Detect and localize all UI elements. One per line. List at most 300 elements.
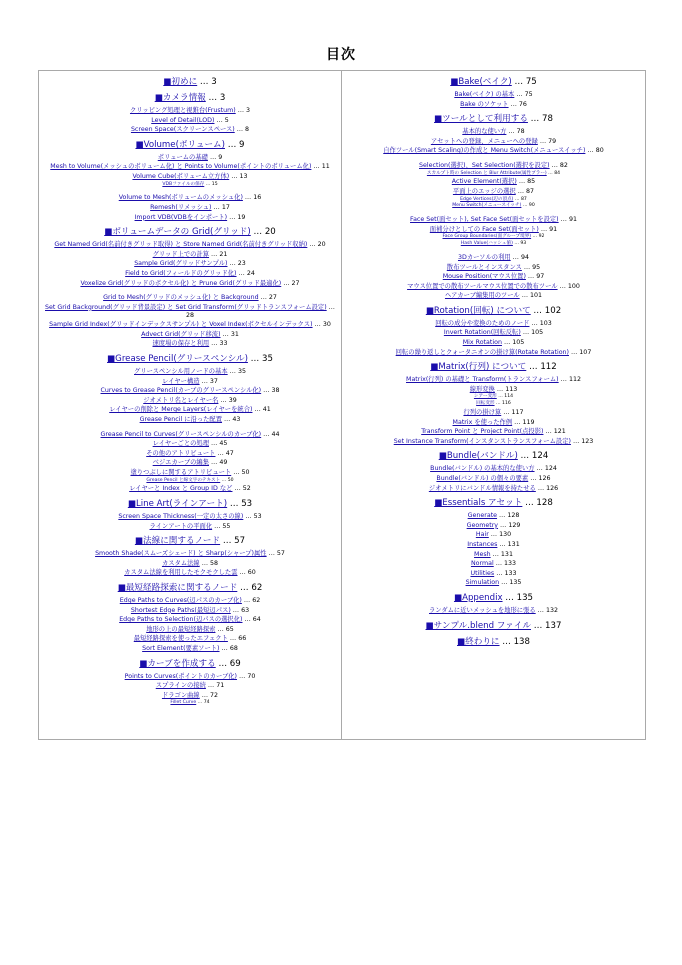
toc-entry	[342, 215, 645, 225]
toc-link[interactable]: Grease Pencil と線文字のテキスト	[146, 477, 221, 483]
toc-section-entry	[342, 361, 645, 373]
toc-page-number: … 128	[497, 512, 520, 520]
toc-entry	[342, 375, 645, 385]
toc-page-number: … 9	[207, 153, 223, 161]
toc-page-number: … 93	[512, 241, 527, 247]
toc-page-number: … 35	[227, 368, 246, 376]
toc-link[interactable]: Geometry	[466, 521, 499, 529]
toc-link[interactable]: ジオメトリ名とレイヤー名	[143, 396, 219, 404]
toc-section-link[interactable]: ■Bake(ベイク)	[450, 77, 512, 87]
toc-link[interactable]: Volume to Mesh(ボリュームのメッシュ化)	[118, 194, 243, 202]
toc-entry	[39, 259, 341, 269]
toc-section-link[interactable]: ■Matrix(行列) について	[430, 362, 527, 373]
toc-page-number: … 130	[488, 531, 512, 539]
toc-link[interactable]: マウス位置での散布ツールマウス位置での散布ツール	[407, 282, 558, 290]
toc-entry	[39, 672, 341, 682]
toc-link[interactable]: Hash Value(ハッシュ値)	[460, 241, 513, 247]
toc-entry	[39, 691, 341, 701]
toc-entry	[39, 125, 341, 135]
toc-entry	[39, 458, 341, 468]
toc-link[interactable]: カスタム法線	[161, 559, 200, 567]
toc-page-number: … 53	[243, 513, 262, 520]
toc-link[interactable]: Menu Switch(メニュースイッチ)	[452, 203, 522, 209]
toc-link[interactable]: Sample Grid Index(グリッドインデックスサンプル) と Voxel Index(ボクセルインデックス)	[49, 321, 313, 329]
toc-page-number: … 39	[218, 396, 237, 404]
toc-link[interactable]: Mesh to Volume(メッシュのボリューム化) と Points to Volume(ポイントのボリューム化)	[50, 163, 312, 171]
toc-link[interactable]: シアー変形	[473, 394, 497, 400]
toc-left-column	[39, 71, 342, 739]
toc-link[interactable]: Invert Rotation(回転反転)	[443, 329, 521, 337]
toc-entry	[342, 401, 645, 408]
toc-link[interactable]: グリッド上での計算	[152, 250, 210, 258]
toc-entry	[39, 162, 341, 172]
toc-link[interactable]: ベジエカーブの編集	[152, 459, 210, 467]
toc-page-number: … 80	[585, 147, 604, 155]
toc-link[interactable]: 回転の繰り返しとクォータニオンの掛け算(Rotate Rotation)	[395, 348, 569, 356]
toc-entry	[39, 625, 341, 635]
toc-link[interactable]: Smooth Shade(スムーズシェード) と Sharp(シャープ)属性	[95, 550, 267, 558]
toc-link[interactable]: Instances	[467, 540, 498, 548]
toc-link[interactable]: その他のアトリビュート	[146, 449, 216, 457]
toc-link[interactable]: スカルプト時の Selection と Blur Attribute(属性ブラー)	[426, 170, 547, 176]
toc-page-number: … 91	[538, 225, 558, 233]
toc-entry	[39, 269, 341, 279]
toc-page-number: … 33	[209, 340, 228, 348]
toc-page-number: … 5	[214, 116, 229, 124]
toc-section-entry	[342, 450, 645, 462]
toc-link[interactable]: Simulation	[465, 579, 500, 587]
toc-page-number: … 75	[511, 77, 537, 87]
toc-link[interactable]: Grid to Mesh(グリッドのメッシュ化) と Background	[103, 294, 259, 302]
toc-link[interactable]: 平面上のエッジの選択	[452, 187, 516, 195]
toc-link[interactable]: Voxelize Grid(グリッドのボクセル化) と Prune Grid(グリッド最適化)	[80, 279, 282, 287]
toc-link[interactable]: Bundle(バンドル) の基本的な使い方	[430, 465, 535, 473]
toc-link[interactable]: Set Grid Background(グリッド背景設定) と Set Grid Transform(グリッドトランスフォーム設定)	[45, 303, 327, 311]
toc-page-number: … 45	[209, 440, 228, 448]
toc-link[interactable]: Curves to Grease Pencil(カーブのグリースペンシル化)	[100, 387, 262, 395]
toc-link[interactable]: Face Group Boundaries(面グループ境界)	[442, 234, 532, 240]
toc-link[interactable]: ヘアカーブ編集用のツール	[444, 292, 520, 300]
toc-entry	[39, 153, 341, 163]
toc-page-number: … 113	[494, 385, 518, 393]
toc-page-number: … 72	[199, 691, 219, 699]
toc-link[interactable]: ジオメトリにバンドル情報を持たせる	[428, 484, 536, 492]
toc-page-number: … 69	[215, 658, 241, 669]
toc-link[interactable]: Matrix を使った作例	[452, 418, 513, 426]
toc-page-number: … 58	[199, 559, 219, 567]
toc-link[interactable]: 自作ツール(Smart Scaling)の作成と Menu Switch(メニュースイッチ)	[383, 147, 586, 155]
toc-entry	[342, 127, 645, 137]
toc-page-number: … 116	[494, 401, 511, 407]
toc-page-number: … 24	[236, 269, 255, 277]
toc-entry	[39, 193, 341, 203]
toc-link[interactable]: 速度場の保存と利用	[152, 340, 210, 348]
toc-link[interactable]: アセットへの登録、メニューへの登録	[430, 137, 538, 145]
toc-entry	[342, 263, 645, 273]
toc-entry	[342, 484, 645, 494]
toc-section-entry	[342, 592, 645, 604]
toc-entry	[342, 606, 645, 616]
toc-section-link[interactable]: ■Bundle(バンドル)	[438, 451, 518, 462]
toc-page-number: … 135	[502, 592, 534, 603]
toc-entry	[39, 606, 341, 616]
toc-page-number: …	[326, 303, 335, 311]
toc-link[interactable]: 地形の上の最短経路探索	[146, 625, 216, 633]
toc-entry	[342, 418, 645, 428]
toc-section-link[interactable]: ■Essentials アセット	[434, 498, 523, 509]
toc-page-number: … 50	[231, 469, 250, 477]
toc-entry	[39, 293, 341, 303]
toc-entry	[342, 241, 645, 248]
toc-entry	[39, 430, 341, 440]
toc-page-number: … 126	[535, 484, 559, 492]
toc-link[interactable]: 塗りつぶしに関するアトリビュート	[130, 469, 232, 477]
toc-section-link[interactable]: ■Volume(ボリューム)	[135, 139, 225, 150]
toc-entry	[342, 427, 645, 437]
toc-entry	[39, 478, 341, 485]
toc-page-number: … 100	[557, 282, 580, 290]
page-title: 目次	[326, 47, 356, 63]
toc-section-entry	[342, 636, 645, 648]
toc-page-number: … 64	[242, 616, 261, 624]
toc-page-number: … 16	[242, 194, 262, 202]
toc-table	[38, 70, 646, 740]
toc-link[interactable]: Bake のソケット	[460, 100, 509, 108]
toc-entry	[39, 681, 341, 691]
toc-page-number: … 101	[519, 292, 543, 300]
toc-link[interactable]: 行列の掛け算	[463, 409, 502, 417]
toc-section-link[interactable]: ■終わりに	[457, 636, 500, 647]
toc-link[interactable]: レイヤーの削除と Merge Layers(レイヤーを統合)	[109, 406, 253, 414]
toc-entry	[39, 312, 341, 320]
toc-entry	[342, 100, 645, 110]
toc-link[interactable]: スプラインの接続	[155, 682, 206, 690]
toc-page-number: … 126	[528, 475, 551, 483]
toc-link[interactable]: レイヤー構造	[162, 377, 200, 385]
toc-page-number: … 70	[237, 672, 256, 680]
toc-entry	[342, 328, 645, 338]
toc-page-number: … 27	[258, 294, 277, 302]
toc-entry	[39, 700, 341, 707]
toc-link[interactable]: Fillet Curve	[170, 700, 197, 706]
toc-link[interactable]: 散布ツールとインスタンス	[446, 263, 522, 271]
toc-page-number: … 38	[261, 387, 280, 395]
toc-entry	[39, 106, 341, 116]
toc-link[interactable]: 線形変換	[469, 385, 495, 393]
toc-link[interactable]: Bundle(バンドル) の個々の要素	[436, 475, 529, 483]
toc-right-column	[342, 71, 645, 739]
toc-page-number: … 20	[250, 227, 276, 238]
toc-page-number: … 8	[234, 126, 250, 134]
toc-entry	[342, 90, 645, 100]
toc-page-number: … 107	[569, 348, 592, 356]
toc-section-entry	[39, 535, 341, 547]
toc-section-entry	[342, 76, 645, 88]
toc-link[interactable]: Points to Curves(ポイントのカーブ化)	[124, 672, 238, 680]
toc-page-number: … 41	[252, 406, 271, 414]
toc-page-number: … 78	[506, 128, 525, 136]
toc-entry	[39, 596, 341, 606]
toc-link[interactable]: ランダムに近いメッシュを地形に張る	[429, 606, 536, 614]
toc-section-entry	[342, 305, 645, 317]
toc-entry	[342, 474, 645, 484]
toc-link[interactable]: Active Element(選択)	[451, 178, 517, 186]
toc-section-link[interactable]: ■最短経路探索に関するノード	[117, 582, 238, 593]
toc-page-number: … 114	[496, 394, 514, 400]
toc-entry	[342, 187, 645, 197]
toc-link[interactable]: クリッピング処理と視錐台(Frustum)	[129, 107, 236, 114]
toc-link[interactable]: 面補分けとしての Face Set(面セット)	[429, 225, 539, 233]
toc-link[interactable]: Mix Rotation	[462, 339, 502, 347]
toc-link[interactable]: Remesh(リメッシュ)	[150, 203, 212, 211]
toc-page-number: … 138	[499, 636, 530, 647]
toc-page-number: … 119	[512, 418, 535, 426]
toc-page-number: … 9	[224, 139, 245, 150]
toc-page-number: … 62	[241, 596, 261, 604]
toc-link[interactable]: Generate	[467, 512, 498, 520]
toc-link[interactable]: Screen Space(スクリーンスペース)	[130, 126, 235, 134]
toc-section-entry	[39, 658, 341, 670]
toc-entry	[39, 512, 341, 522]
toc-link[interactable]: Edge Vertices(辺の頂点)	[460, 196, 514, 202]
toc-page-number: … 82	[549, 161, 568, 169]
toc-entry	[39, 568, 341, 578]
toc-link[interactable]: Bake(ベイク) の基本	[454, 91, 515, 98]
toc-page-number: … 103	[529, 319, 552, 327]
toc-page-number: … 71	[205, 682, 225, 690]
toc-page-number: … 66	[227, 635, 247, 643]
toc-entry	[342, 177, 645, 187]
toc-link[interactable]: Field to Grid(フィールドのグリッド化)	[125, 269, 237, 277]
toc-page-number: … 78	[527, 114, 553, 125]
toc-link[interactable]: 基本的な使い方	[462, 128, 507, 136]
toc-section-link[interactable]: ■サンプル.blend ファイル	[425, 620, 531, 631]
toc-page-number: … 90	[521, 203, 535, 209]
toc-entry	[342, 171, 645, 178]
toc-link[interactable]: Edge Paths to Selection(辺パスの選択化)	[119, 616, 243, 624]
toc-page-number: … 60	[237, 569, 256, 577]
toc-section-link[interactable]: ■Appendix	[453, 592, 503, 603]
toc-entry	[342, 272, 645, 282]
toc-entry	[39, 615, 341, 625]
toc-link[interactable]: VDBファイルの保存	[162, 181, 205, 187]
toc-page-number: … 68	[219, 644, 238, 652]
toc-entry	[39, 330, 341, 340]
toc-link[interactable]: レイヤーごとの処理	[152, 440, 210, 448]
toc-section-link[interactable]: ■Rotation(回転) について	[425, 305, 531, 316]
toc-page-number: … 31	[220, 330, 239, 338]
toc-page-number: … 57	[220, 536, 246, 547]
toc-link[interactable]: レイヤーと Index と Group ID など	[129, 485, 233, 493]
toc-link[interactable]: ボリュームの基礎	[157, 153, 208, 161]
toc-page-number: … 87	[515, 187, 535, 195]
toc-section-entry	[39, 92, 341, 104]
toc-entry	[39, 415, 341, 425]
toc-page-number: … 35	[247, 354, 273, 365]
toc-page-number: … 112	[558, 376, 581, 384]
toc-link[interactable]: グリースペンシル用ノードの基本	[134, 368, 228, 376]
toc-page-number: … 21	[209, 250, 228, 258]
toc-page-number: … 76	[508, 100, 527, 108]
toc-page-number: … 47	[215, 449, 234, 457]
toc-link[interactable]: Edge Paths to Curves(辺パスのカーブ化)	[119, 596, 242, 604]
toc-page-number: … 105	[520, 329, 544, 337]
toc-page-number: … 20	[307, 241, 326, 249]
toc-page-number: … 84	[546, 170, 561, 176]
toc-link[interactable]: Mouse Position(マウス位置)	[442, 273, 526, 281]
toc-entry	[342, 291, 645, 301]
toc-link[interactable]: Volume Cube(ボリューム立方体)	[132, 172, 230, 180]
toc-entry	[342, 464, 645, 474]
toc-entry	[39, 279, 341, 289]
toc-entry	[39, 377, 341, 387]
toc-entry	[342, 146, 645, 156]
toc-page-number: … 97	[525, 273, 545, 281]
toc-page-number: … 15	[204, 181, 218, 187]
toc-page-number: … 74	[196, 700, 210, 706]
toc-section-link[interactable]: ■ツールとして利用する	[434, 114, 528, 125]
toc-section-entry	[39, 76, 341, 88]
toc-link[interactable]: 3Dカーソルの利用	[457, 253, 511, 261]
toc-page-number: … 79	[537, 137, 557, 145]
toc-section-entry	[39, 498, 341, 510]
toc-section-entry	[342, 113, 645, 125]
toc-page-number: … 3	[205, 93, 226, 103]
toc-link[interactable]: Sample Grid(グリッドサンプル)	[134, 260, 228, 268]
toc-entry	[39, 468, 341, 478]
toc-link[interactable]: ドラゴン曲線	[161, 691, 200, 699]
toc-page-number: … 30	[312, 321, 331, 329]
toc-page-number: … 133	[494, 569, 517, 577]
toc-page-number: … 75	[514, 91, 533, 98]
toc-page-number: … 11	[311, 163, 330, 171]
toc-section-entry	[39, 226, 341, 238]
toc-section-entry	[39, 139, 341, 151]
toc-entry	[342, 225, 645, 235]
toc-link[interactable]: 最短経路探索を使ったエフェクト	[133, 635, 228, 643]
toc-entry	[342, 338, 645, 348]
toc-section-link[interactable]: ■Line Art(ラインアート)	[127, 499, 228, 509]
toc-entry	[39, 549, 341, 559]
toc-section-link[interactable]: ■Grease Pencil(グリースペンシル)	[107, 354, 248, 365]
toc-link[interactable]: Matrix(行列) の基礎と Transform(トランスフォーム)	[406, 376, 559, 384]
toc-entry	[39, 484, 341, 494]
toc-page-number: … 3	[235, 107, 251, 114]
toc-page-number: … 131	[490, 550, 513, 558]
toc-entry	[39, 203, 341, 213]
toc-link[interactable]: Advect Grid(グリッド移流)	[141, 330, 221, 338]
toc-entry	[342, 521, 645, 531]
toc-page-number: … 117	[501, 409, 524, 417]
toc-entry	[342, 540, 645, 550]
toc-link[interactable]: Utilities	[470, 569, 495, 577]
toc-link[interactable]: ラインアートの平面化	[149, 522, 213, 530]
toc-page-number: … 3	[197, 77, 217, 87]
toc-entry	[39, 320, 341, 330]
toc-link[interactable]: 回転変形	[476, 401, 495, 407]
toc-link[interactable]: Mesh	[474, 550, 491, 558]
toc-link[interactable]: Grease Pencil to Curves(グリースペンシルのカーブ化)	[100, 430, 262, 438]
toc-page-number: … 27	[281, 279, 300, 287]
toc-entry	[39, 182, 341, 189]
toc-page-number: … 92	[531, 234, 545, 240]
toc-entry	[342, 559, 645, 569]
toc-link[interactable]: Grease Pencil に沿った配置	[139, 416, 223, 424]
toc-entry	[342, 569, 645, 579]
toc-page-number: … 135	[499, 579, 522, 587]
toc-link[interactable]: Import VDB(VDBをインポート)	[134, 213, 228, 221]
toc-link[interactable]: Transform Point と Project Point(点投影)	[421, 428, 544, 436]
toc-page-number: … 53	[227, 499, 253, 509]
toc-page-number: … 112	[526, 362, 557, 373]
toc-entry	[39, 449, 341, 459]
toc-page-number: … 131	[497, 540, 520, 548]
toc-page-number: … 17	[211, 203, 230, 211]
toc-link[interactable]: Level of Detail(LOD)	[151, 116, 215, 124]
toc-link[interactable]: Hair	[475, 531, 489, 539]
toc-page-number: 28	[185, 312, 194, 320]
toc-link[interactable]: Normal	[470, 560, 494, 568]
toc-section-link[interactable]: ■ボリュームデータの Grid(グリッド)	[104, 227, 251, 238]
toc-link[interactable]: Sort Element(要素ソート)	[142, 644, 220, 652]
toc-page-number: … 132	[535, 606, 558, 614]
toc-page-number: … 44	[261, 430, 280, 438]
toc-entry	[39, 644, 341, 654]
toc-entry	[39, 396, 341, 406]
toc-entry	[39, 172, 341, 182]
toc-page-number: … 129	[498, 521, 521, 529]
toc-page-number: … 133	[493, 560, 517, 568]
toc-link[interactable]: Shortest Edge Paths(最短辺パス)	[130, 606, 231, 614]
toc-page-number: … 124	[534, 465, 557, 473]
toc-entry	[39, 339, 341, 349]
toc-section-entry	[342, 620, 645, 632]
toc-section-link[interactable]: ■法線に関するノード	[134, 536, 221, 547]
toc-page-number: … 37	[199, 377, 218, 385]
toc-section-link[interactable]: ■カメラ情報	[154, 93, 206, 103]
toc-entry	[39, 559, 341, 569]
toc-entry	[342, 550, 645, 560]
toc-page-number: … 91	[558, 216, 577, 224]
toc-link[interactable]: カスタム法線を利用したモクモクした雲	[124, 569, 238, 577]
toc-entry	[342, 319, 645, 329]
toc-link[interactable]: Get Named Grid(名前付きグリッド取得) と Store Named Grid(名前付きグリッド収納)	[54, 241, 308, 249]
toc-page-number: … 50	[220, 477, 234, 483]
toc-entry	[39, 367, 341, 377]
toc-entry	[39, 303, 341, 313]
toc-entry	[342, 578, 645, 588]
toc-entry	[39, 116, 341, 126]
toc-entry	[39, 386, 341, 396]
toc-page-number: … 13	[229, 172, 248, 180]
toc-page-number: … 95	[521, 263, 541, 271]
toc-entry	[342, 511, 645, 521]
toc-link[interactable]: Selection(選択)、Set Selection(選択を設定)	[419, 161, 550, 169]
toc-entry	[39, 634, 341, 644]
toc-section-link[interactable]: ■カーブを作成する	[139, 658, 216, 669]
toc-page-number: … 124	[517, 451, 549, 462]
toc-entry	[342, 161, 645, 171]
toc-link[interactable]: Screen Space Thickness(一定の太さの線)	[118, 513, 244, 520]
toc-entry	[342, 203, 645, 210]
toc-entry	[342, 253, 645, 263]
toc-section-link[interactable]: ■初めに	[163, 77, 198, 87]
toc-link[interactable]: 回転の成分や変換のためのノード	[435, 319, 530, 327]
toc-link[interactable]: Face Set(面セット), Set Face Set(面セットを設定)	[410, 216, 559, 224]
toc-page-number: … 23	[227, 260, 246, 268]
toc-page-number: … 123	[570, 437, 594, 445]
toc-link[interactable]: Set Instance Transform(インスタンストランスフォーム設定)	[393, 437, 571, 445]
